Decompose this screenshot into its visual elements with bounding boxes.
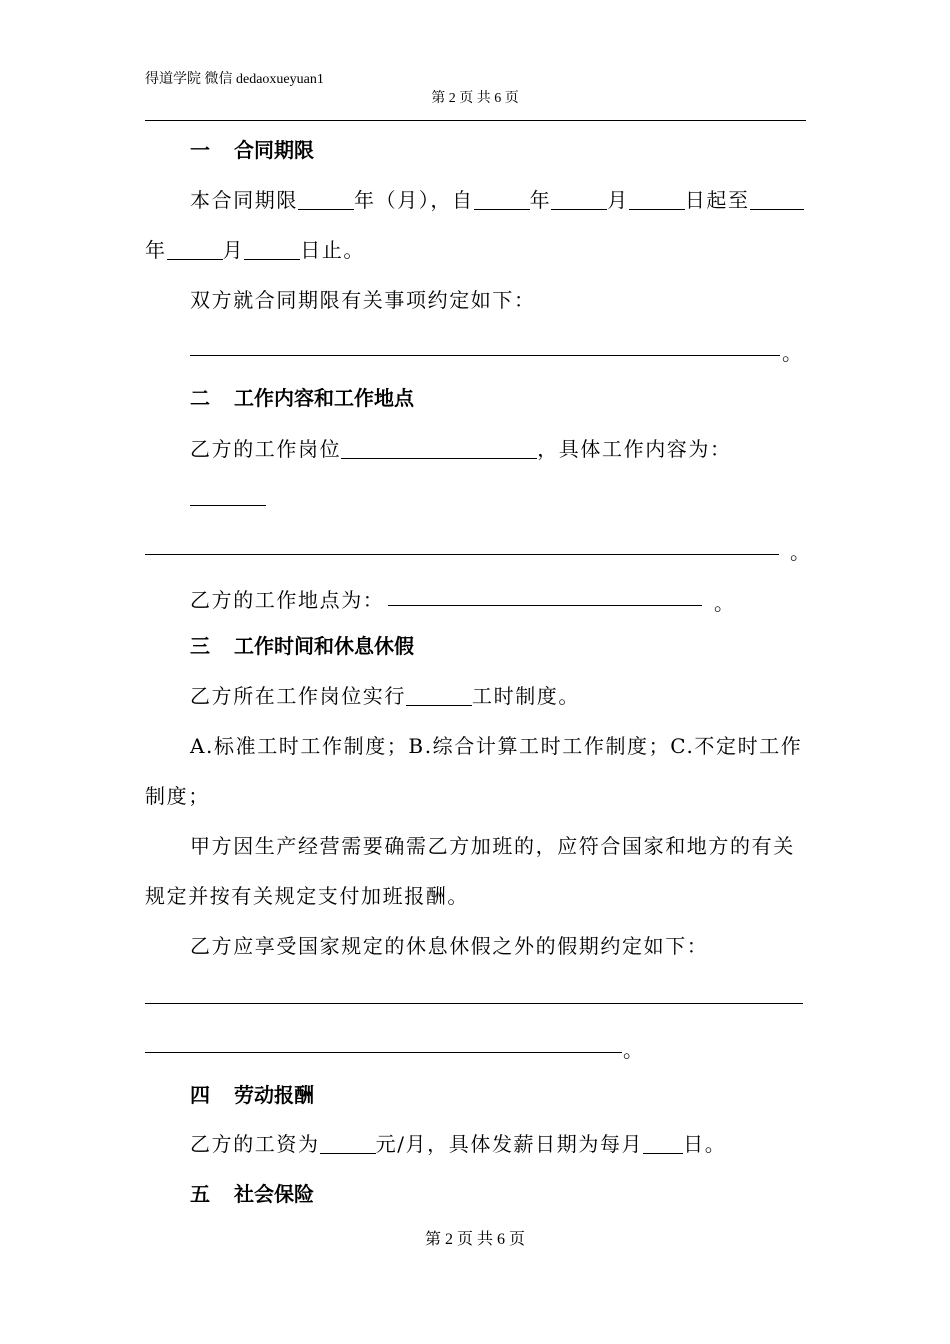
section-4-title: 劳动报酬 [234,1083,314,1107]
section-4-number: 四 [190,1083,210,1107]
blank-end-year [750,208,804,210]
section-3-overtime-line-1: 甲方因生产经营需要确需乙方加班的，应符合国家和地方的有关 [190,834,795,858]
text-fragment: 日止。 [300,238,366,262]
section-5-title: 社会保险 [234,1182,314,1206]
section-3-paragraph-1 [190,686,580,706]
blank-job-position [341,457,537,459]
section-2-paragraph-2 [190,590,384,610]
text-fragment: 月 [222,238,245,262]
blank-start-year [474,208,530,210]
section-3-options-line-2: 制度； [145,784,210,808]
period-mark: 。 [782,341,802,365]
blank-start-day [629,208,685,210]
text-fragment: 乙方的工作地点为： [190,588,385,612]
text-fragment: 本合同期限 [190,188,298,212]
blank-leave-details-line-2 [145,1052,622,1053]
section-2-number: 二 [190,386,210,410]
blank-salary-amount [320,1152,376,1154]
text-fragment: 乙方的工作岗位 [190,437,342,461]
section-2-paragraph-1 [190,439,732,459]
text-fragment: 月 [607,188,629,212]
section-3-options-line-1: A.标准工时工作制度；B.综合计算工时工作制度；C.不定时工作 [190,734,803,758]
blank-end-day [244,258,300,260]
blank-leave-details-line-1 [145,1003,803,1004]
section-4-heading [190,1085,314,1105]
blank-job-content-start [190,505,266,506]
section-3-heading [190,636,414,656]
section-5-number: 五 [190,1182,210,1206]
blank-working-hours-system [406,704,472,706]
text-fragment: 元/月，具体发薪日期为每月 [375,1132,644,1156]
section-2-title: 工作内容和工作地点 [234,386,414,410]
blank-work-location [388,605,702,606]
period-mark: 。 [790,540,810,564]
text-fragment: 日。 [683,1132,727,1156]
text-fragment: 乙方的工资为 [190,1132,320,1156]
blank-job-content-line [145,554,779,555]
blank-term-details-line [190,355,780,356]
footer-page-number: 第 2 页 共 6 页 [424,1231,525,1248]
text-fragment: 年 [529,188,552,212]
blank-pay-day [643,1152,683,1154]
section-3-number: 三 [190,634,210,658]
section-3-paragraph-4: 乙方应享受国家规定的休息休假之外的假期约定如下： [190,934,709,958]
period-mark: 。 [714,591,734,615]
text-fragment: 工时制度。 [472,684,580,708]
blank-contract-term [298,208,354,210]
section-1-paragraph-2: 双方就合同期限有关事项约定如下： [190,288,536,312]
text-fragment: 年（月），自 [354,188,474,212]
blank-end-month [167,258,223,260]
text-fragment: 年 [145,238,167,262]
text-fragment: ，具体工作内容为： [537,437,732,461]
section-1-paragraph-1-cont [145,240,365,260]
header-page-number: 第 2 页 共 6 页 [431,91,519,106]
section-1-heading [190,140,314,160]
header-watermark-text: 得道学院 微信 dedaoxueyuan1 [145,72,324,87]
section-1-paragraph-1 [190,190,804,210]
section-3-overtime-line-2: 规定并按有关规定支付加班报酬。 [145,884,469,908]
section-1-number: 一 [190,138,210,162]
section-2-heading [190,388,414,408]
text-fragment: 日起至 [684,188,750,212]
period-mark: 。 [623,1038,643,1062]
text-fragment: 乙方所在工作岗位实行 [190,684,406,708]
blank-start-month [551,208,607,210]
section-4-paragraph-1 [190,1134,726,1154]
section-1-title: 合同期限 [234,138,314,162]
section-3-title: 工作时间和休息休假 [234,634,414,658]
section-5-heading [190,1184,314,1204]
header-divider [145,120,806,121]
